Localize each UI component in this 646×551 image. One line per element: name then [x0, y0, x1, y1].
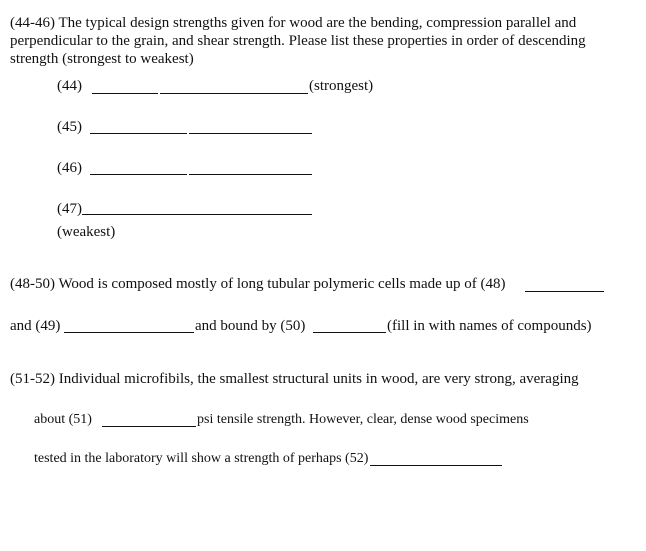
- fill-in-instruction: (fill in with names of compounds): [387, 318, 592, 334]
- weakest-label: (weakest): [57, 224, 116, 240]
- question-48-50-line-1: (48-50) Wood is composed mostly of long tubular polymeric cells made up of (48): [10, 276, 506, 292]
- answer-46-blank-1[interactable]: [90, 174, 187, 175]
- answer-45-blank-1[interactable]: [90, 133, 187, 134]
- tested-in-laboratory-text: tested in the laboratory will show a strength of perhaps (52): [34, 451, 369, 466]
- and-49-label: and (49): [10, 318, 61, 334]
- answer-47-blank[interactable]: [82, 214, 312, 215]
- about-51-label: about (51): [34, 412, 92, 427]
- answer-48-blank[interactable]: [525, 291, 604, 292]
- answer-50-blank[interactable]: [313, 332, 386, 333]
- answer-46-blank-2[interactable]: [189, 174, 312, 175]
- answer-52-blank[interactable]: [370, 465, 502, 466]
- item-47-label: (47): [57, 201, 82, 217]
- item-44-label: (44): [57, 78, 82, 94]
- answer-44-blank-2[interactable]: [160, 93, 308, 94]
- item-46-label: (46): [57, 160, 82, 176]
- and-bound-by-50-label: and bound by (50): [195, 318, 306, 334]
- answer-45-blank-2[interactable]: [189, 133, 312, 134]
- answer-49-blank[interactable]: [64, 332, 194, 333]
- answer-44-blank-1[interactable]: [92, 93, 158, 94]
- item-45-label: (45): [57, 119, 82, 135]
- question-44-46-prompt: (44-46) The typical design strengths given for wood are the bending, compression parallel and perpendicular to the grain, and shear strength. Please list these properties in order of descending strength (strongest to weakest): [10, 15, 586, 67]
- strongest-label: (strongest): [309, 78, 374, 94]
- question-51-52-line-1: (51-52) Individual microfibils, the smallest structural units in wood, are very strong, averaging: [10, 371, 579, 387]
- psi-tensile-text: psi tensile strength. However, clear, dense wood specimens: [197, 412, 529, 427]
- answer-51-blank[interactable]: [102, 426, 196, 427]
